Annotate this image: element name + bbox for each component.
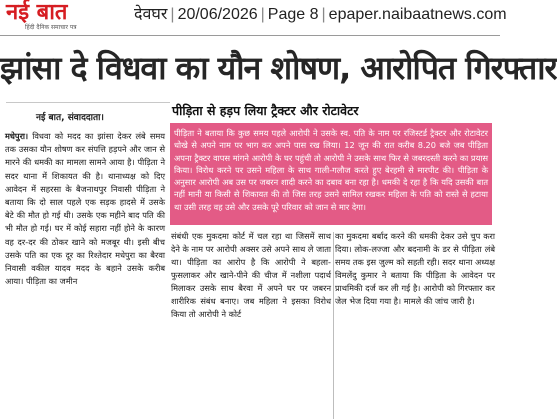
edition-date: 20/06/2026 <box>177 6 258 23</box>
highlight-box: पीड़िता ने बताया कि कुछ समय पहले आरोपी ने उसके स्व. पति के नाम पर रजिस्टर्ड ट्रैक्टर और रोटावेटर धोखे से अपने नाम पर भाग कर अपने पास रख लिया। 12 जून की रात करीब 8.20 बजे जब पीड़िता अपना ट्रैक्टर वापस मांगने आरोपी के घर पहुंची तो आरोपी ने उसके साथ फिर से जबरदस्ती करने का प्रयास किया। विरोध करने पर उसने महिला के साथ गाली-गलौज करते हुए बेरहमी से मारपीट की। पीड़िता के अनुसार आरोपी अब उस पर जबरन शादी करने का दबाव बना रहा है। धमकी दे रहा है कि यदि उसकी बात नहीं मानी या किसी से शिकायत की तो जिस तरह उसने सामिल रखकर महिला के पति को रास्ते से हटाया था उसी तरह वह उसे और उसके पूरे परिवार को जान से मार देगा। <box>170 123 492 225</box>
article-column-middle: संबंधी एक मुकदमा कोर्ट में चल रहा था जिसमें साथ देने के नाम पर आरोपी अक्सर उसे अपने साथ ले जाता था। पीड़िता का आरोप है कि आरोपी ने बहला-फुसलाकर और खाने-पीने की चीज में नशीला पदार्थ मिलाकर उसके साथ बैरवा में अपने घर पर जबरन शारीरिक संबंध बनाए। जब महिला ने इसका विरोध किया तो आरोपी ने कोर्ट <box>171 231 331 319</box>
column-divider <box>333 232 334 419</box>
dateline: मधेपुरा। <box>5 131 29 141</box>
site-link[interactable]: epaper.naibaatnews.com <box>328 6 507 23</box>
box-subheading: पीड़िता से हड़प लिया ट्रैक्टर और रोटावेटर <box>172 103 359 118</box>
column-left-text: विधवा को मदद का झांसा देकर लंबे समय तक उसका यौन शोषण कर संपत्ति हड़पने और जान से मारने की धमकी का मामला सामने आया है। पीड़िता ने सदर थाना में शिकायत की है। थानाध्यक्ष को दिए आवेदन में सहरसा के बैजनाथपुर निवासी पीड़िता ने बताया कि दो साल पहले एक सड़क हादसे में उसके बेटे की मौत हो गई थी। उसके एक महीने बाद पति की भी मौत हो गई। घर में कोई सहारा नहीं होने के कारण वह दर-दर की ठोकर खाने को मजबूर थी। इसी बीच उसके पति का एक दूर का रिश्तेदार मधेपुरा का बैरवा निवासी वकील यादव मदद के बहाने उसके करीब आया। पीड़िता का जमीन <box>5 131 165 287</box>
article-byline: नई बात, संवाददाता। <box>36 113 104 123</box>
page-number: Page 8 <box>267 6 319 23</box>
meta-separator: | <box>260 6 265 23</box>
masthead-bar <box>0 0 507 36</box>
article-column-left <box>5 130 165 288</box>
meta-separator: | <box>321 6 326 23</box>
meta-separator: | <box>170 6 175 23</box>
article-column-right: का मुकदमा बर्बाद करने की धमकी देकर उसे चुप करा दिया। लोक-लज्जा और बदनामी के डर से पीड़िता लंबे समय तक इस जुल्म को सहती रही। सदर थाना अध्यक्ष विमलेंदु कुमार ने बताया कि पीड़िता के आवेदन पर प्राथमिकी दर्ज कर ली गई है। आरोपी को गिरफ्तार कर जेल भेज दिया गया है। मामले की जांच जारी है। <box>335 231 495 306</box>
edition-meta <box>134 4 507 26</box>
brand-logo[interactable]: नई बात <box>6 0 68 25</box>
box-subheading-bar <box>170 100 494 120</box>
edition-city: देवघर <box>134 6 168 23</box>
article-headline: झांसा दे विधवा का यौन शोषण, आरोपित गिरफ्तार <box>0 49 557 87</box>
brand-tagline: हिंदी दैनिक समाचार पत्र <box>25 24 77 31</box>
